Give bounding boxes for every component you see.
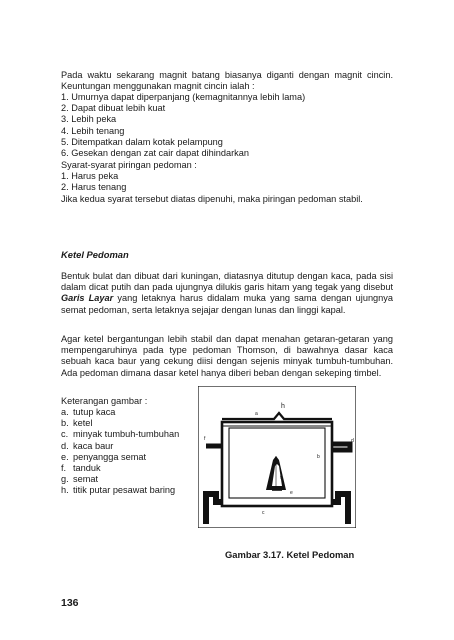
list-item: 3. Lebih peka (61, 114, 117, 125)
figure-caption: Gambar 3.17. Ketel Pedoman (225, 549, 355, 560)
paragraph-text: yang letaknya harus didalam muka yang sama dengan ujungnya semat pedoman, serta letaknya sejajar dengan lunas dan linggi kapal. (61, 293, 393, 315)
legend-item: a. tutup kaca (61, 407, 116, 417)
label-e: e (290, 490, 293, 496)
requirements-title: Syarat-syarat piringan pedoman : (61, 160, 197, 170)
description-paragraph (61, 271, 393, 316)
page-number: 136 (61, 597, 79, 609)
legend-item: d. kaca baur (61, 440, 114, 451)
garis-layar-term: Garis Layar (61, 293, 114, 304)
legend-item: g. semat (61, 474, 99, 485)
label-g: g (280, 474, 283, 480)
label-a: a (255, 411, 258, 417)
label-d: d (351, 438, 354, 444)
label-b: b (317, 454, 320, 460)
list-item: 4. Lebih tenang (61, 125, 125, 136)
list-item: 6. Gesekan dengan zat cair dapat dihindarkan (61, 148, 249, 159)
intro-paragraph: Pada waktu sekarang magnit batang biasanya diganti dengan magnit cincin. Keuntungan menggunakan magnit cincin ialah : (61, 70, 393, 92)
legend-item: c. minyak tumbuh-tumbuhan (61, 429, 180, 440)
legend-item: f. tanduk (61, 463, 101, 474)
section-heading: Ketel Pedoman (61, 249, 129, 260)
paragraph-text: Bentuk bulat dan dibuat dari kuningan, diatasnya ditutup dengan kaca, pada sisi dalam dicat putih dan pada ujungnya dilukis garis hitam yang tegak yang disebut (61, 271, 393, 293)
list-item: 1. Umurnya dapat diperpanjang (kemagnitannya lebih lama) (61, 92, 306, 102)
list-item: 5. Ditempatkan dalam kotak pelampung (61, 136, 223, 147)
list-item: 2. Harus tenang (61, 182, 127, 193)
label-c: c (262, 510, 265, 516)
legend-item: e. penyangga semat (61, 451, 147, 462)
closing-paragraph: Jika kedua syarat tersebut diatas dipenuhi, maka piringan pedoman stabil. (61, 194, 363, 204)
requirements-list (61, 171, 126, 193)
legend-list (61, 407, 211, 497)
list-item: 1. Harus peka (61, 171, 119, 181)
stability-paragraph: Agar ketel bergantungan lebih stabil dan dapat menahan getaran-getaran yang mempengaruhinya pada type pedoman Thomson, di bawahnya dasar kaca sebuah kaca baur yang cekung diisi dengan sejenis minyak tumbuh-tumbuhan. Ada pedoman dimana dasar ketel hanya diberi beban dengan sekeping timbel. (61, 334, 393, 378)
label-f: f (204, 436, 206, 442)
advantages-list (61, 92, 305, 159)
list-item: 2. Dapat dibuat lebih kuat (61, 103, 166, 114)
legend-title: Keterangan gambar : (61, 396, 148, 406)
ketel-pedoman-diagram (198, 386, 356, 528)
legend-item: b. ketel (61, 418, 93, 429)
legend-item: h. titik putar pesawat baring (61, 485, 176, 496)
label-h: h (281, 403, 285, 410)
